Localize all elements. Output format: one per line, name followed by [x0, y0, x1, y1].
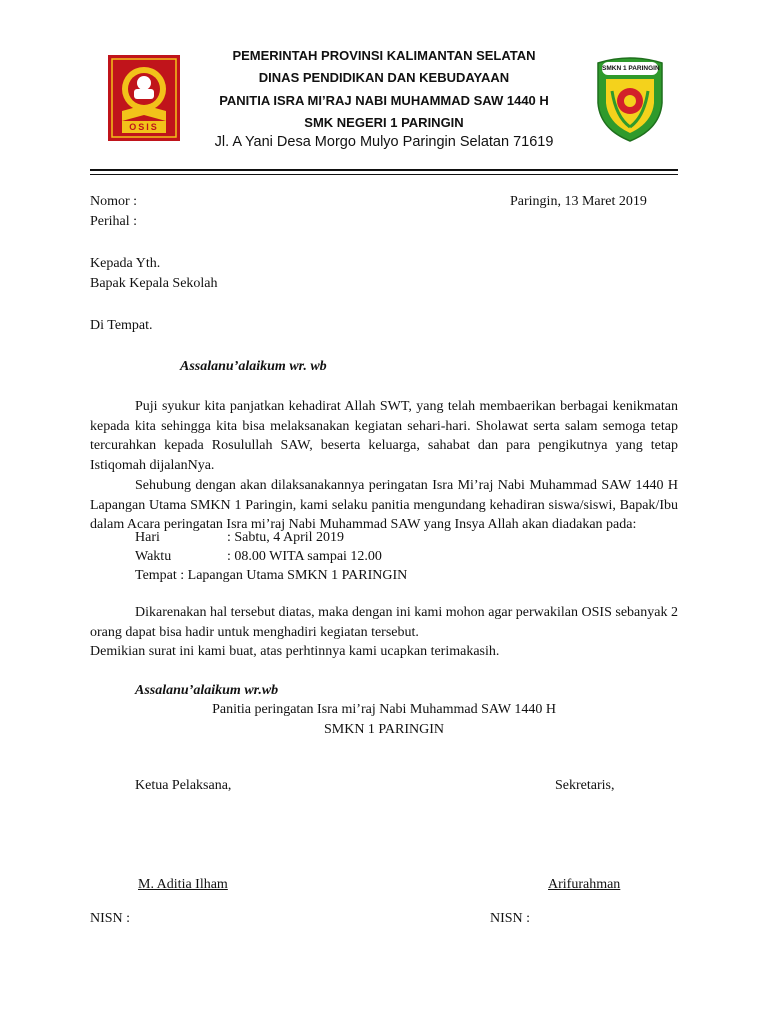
left-signature-name: M. Aditia Ilham	[138, 877, 228, 892]
paragraph-2-line: dalam Acara peringatan Isra mi’raj Nabi Muhammad SAW yang Insya Allah akan diadakan pada:	[90, 517, 637, 532]
waktu-value: : 08.00 WITA sampai 12.00	[227, 549, 382, 564]
paragraph-3-line: orang dapat bisa hadir untuk menghadiri kegiatan tersebut.	[90, 624, 419, 640]
opening-greeting: Assalanu’alaikum wr. wb	[180, 359, 327, 374]
nomor-field: Nomor :	[90, 194, 138, 209]
osis-logo-text: OSIS	[129, 122, 159, 132]
right-signature-name: Arifurahman	[548, 877, 621, 892]
paragraph-2-line: Lapangan Utama SMKN 1 Paringin, kami selaku panitia mengundang kehadiran siswa/siswi, Bapak/Ibu	[90, 497, 678, 513]
recipient-salutation: Kepada Yth.	[90, 256, 161, 271]
committee-school: SMKN 1 PARINGIN	[323, 722, 445, 737]
paragraph-2	[90, 476, 678, 535]
paragraph-2-line: Sehubung dengan akan dilaksanakannya peringatan Isra Mi’raj Nabi Muhammad SAW 1440 H	[135, 478, 678, 493]
tempat-line: Tempat : Lapangan Utama SMKN 1 PARINGIN	[135, 568, 408, 583]
closing-line: Demikian surat ini kami buat, atas perhtinnya kami ucapkan terimakasih.	[90, 644, 500, 659]
letterhead-rule-thick	[90, 169, 678, 171]
left-signature-role: Ketua Pelaksana,	[135, 778, 232, 793]
kop-school: SMK NEGERI 1 PARINGIN	[304, 115, 464, 130]
paragraph-1-line: tercurahkan kepada Rosulullah SAW, beserta keluarga, sahabat dan para pengikutnya yang tetap	[90, 438, 678, 453]
recipient-place: Di Tempat.	[90, 318, 153, 333]
left-nisn: NISN :	[90, 911, 131, 926]
right-signature-role: Sekretaris,	[555, 778, 615, 793]
recipient-name: Bapak Kepala Sekolah	[90, 276, 218, 291]
kop-province: PEMERINTAH PROVINSI KALIMANTAN SELATAN	[232, 48, 536, 63]
place-date: Paringin, 13 Maret 2019	[510, 194, 647, 209]
committee-line: Panitia peringatan Isra mi’raj Nabi Muhammad SAW 1440 H	[212, 702, 556, 717]
kop-committee: PANITIA ISRA MI’RAJ NABI MUHAMMAD SAW 1440 H	[219, 93, 549, 108]
waktu-label: Waktu	[135, 549, 172, 564]
right-nisn: NISN :	[490, 911, 531, 926]
letterhead-rule-thin	[90, 174, 678, 175]
paragraph-3	[90, 603, 678, 642]
kop-address: Jl. A Yani Desa Morgo Mulyo Paringin Selatan 71619	[214, 134, 554, 150]
hari-value: : Sabtu, 4 April 2019	[227, 530, 345, 545]
closing-greeting: Assalanu’alaikum wr.wb	[135, 683, 279, 698]
paragraph-1-line: kepada kita sehingga kita bisa melaksanakan kegiatan sehari-hari. Sholawat serta salam semoga tetap	[90, 418, 678, 434]
paragraph-3-line: Dikarenakan hal tersebut diatas, maka dengan ini kami mohon agar perwakilan OSIS sebanyak 2	[135, 605, 678, 620]
perihal-field: Perihal :	[90, 214, 138, 229]
paragraph-1-line: Istiqomah dijalanNya.	[90, 457, 215, 473]
paragraph-1-line: Puji syukur kita panjatkan kehadirat Allah SWT, yang telah membaerikan berbagai kenikmatan	[135, 399, 678, 414]
smkn-logo-text: SMKN 1 PARINGIN	[602, 65, 660, 72]
hari-label: Hari	[135, 530, 160, 545]
paragraph-1	[90, 397, 678, 475]
kop-department: DINAS PENDIDIKAN DAN KEBUDAYAAN	[258, 70, 510, 85]
